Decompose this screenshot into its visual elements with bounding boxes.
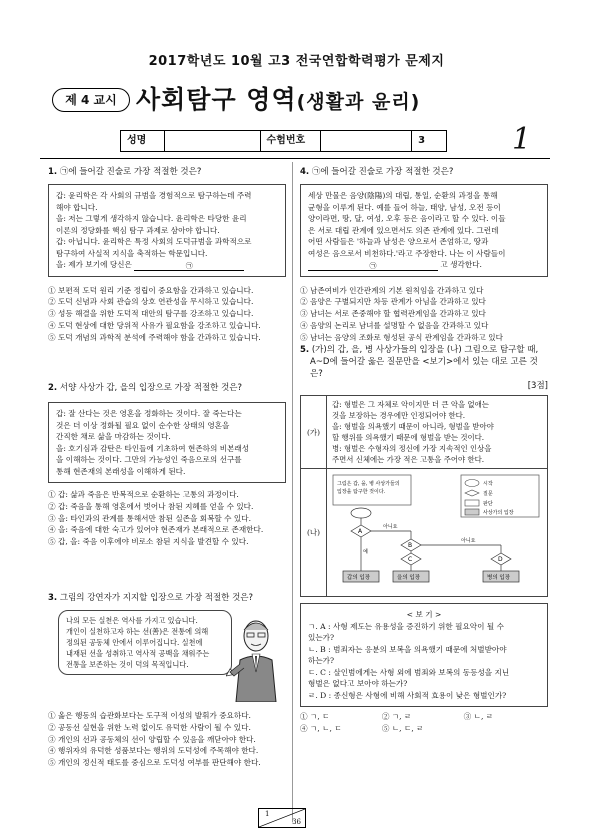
lecturer-illustration [226, 614, 284, 702]
node-d-label: D [498, 556, 503, 563]
page-counter [258, 808, 306, 828]
option[interactable]: ① 보편적 도덕 원리 기준 정립이 중요함을 간과하고 있습니다. [48, 285, 254, 295]
page-number: 1 [512, 122, 532, 157]
question-4 [300, 166, 548, 343]
option[interactable]: ② 음양은 구별되지만 차등 관계가 아님을 간과하고 있다 [300, 297, 486, 307]
legend-title-1: 그림은 갑, 을, 병 사상가들의 [337, 481, 400, 487]
option[interactable]: ② 공동선 실현을 위한 노력 없이도 유덕한 사람이 될 수 있다. [48, 722, 251, 732]
ga-label: (가) [301, 396, 327, 469]
subject-title [136, 80, 420, 116]
option[interactable]: ④ ㄱ, ㄴ, ㄷ [300, 723, 342, 733]
question-5 [300, 344, 548, 735]
question-2-text-box: 갑: 잘 산다는 것은 영혼을 정화하는 것이다. 잘 죽는다는 것은 더 이상 정화될 필요 없이 순수한 상태의 영혼을 간직한 채로 삶을 마감하는 것이다. 을: 호기심과 감탄은 타인들에 기초하여 현존하의 비본래성 을 이해하는 것이다. 그만의 가능성인 죽음으로의 선구를 통해 현존재의 본래성을 이해하게 된다. [48, 402, 286, 483]
flowchart [331, 473, 543, 589]
bogi-box: < 보 기 > ㄱ. A : 사형 제도는 유용성을 증진하기 위한 필요악이 될 수 있는가? ㄴ. B : 범죄자는 응분의 보복을 의욕했기 때문에 처벌받아야 하는가? ㄷ. C : 살인범에게는 사형 외에 범죄와 보복의 동등성을 지닌 형벌은 없다고 보아야 하는가? ㄹ. D : 종신형은 사형에 비해 사회적 효용이 낮은 형벌인가? [300, 603, 548, 707]
outcome-eul-label: 을의 입장 [397, 575, 421, 581]
option[interactable]: ① ㄱ, ㄷ [300, 712, 330, 721]
question-1-stem: 1. ㉠에 들어갈 진술로 가장 적절한 것은? [48, 167, 202, 177]
legend-title-2: 입장을 탐구한 것이다. [337, 489, 386, 495]
option[interactable]: ③ 성등 해결을 위한 도덕적 대안의 탐구를 강조하고 있습니다. [48, 309, 254, 319]
legend-position: 사상가의 입장 [483, 510, 514, 516]
option[interactable]: ④ 음양의 논리로 남녀를 설명할 수 없음을 간과하고 있다 [300, 320, 489, 330]
column-divider [292, 162, 293, 822]
option[interactable]: ② 도덕 신념과 사회 관습의 상호 연관성을 무시하고 있습니다. [48, 297, 254, 307]
question-5-points: [3점] [527, 381, 548, 391]
page-total: 36 [292, 818, 301, 826]
option[interactable]: ③ 개인의 선과 공동체의 선이 양립할 수 있음을 깨닫아야 한다. [48, 734, 256, 744]
subject-sub: (생활과 윤리) [296, 91, 421, 113]
legend-judgment: 판단 [483, 501, 493, 507]
outcome-gap-label: 갑의 입장 [347, 575, 371, 581]
option[interactable]: ④ 행위자의 유덕한 성품보다는 행위의 도덕성에 주목해야 한다. [48, 746, 259, 756]
edge-a-yes: 예 [363, 549, 368, 555]
question-4-stem: 4. ㉠에 들어갈 진술로 가장 적절한 것은? [300, 167, 454, 177]
answer-blank: ㉠ [134, 261, 244, 271]
exam-no-value: 3 [418, 135, 426, 146]
legend-start: 시작 [483, 481, 493, 487]
header-divider [40, 158, 550, 159]
na-content [327, 469, 548, 597]
question-5-stem-2: A~D에 들어갈 옳은 질문만을 <보기>에서 있는 대로 고른 것은? [310, 357, 538, 379]
option[interactable]: ④ 을: 죽음에 대한 숙고가 있어야 현존재가 본래적으로 존재한다. [48, 525, 264, 535]
option[interactable]: ① 옳은 행동의 습관화보다는 도구적 이성의 발휘가 중요하다. [48, 711, 251, 720]
option[interactable]: ② 갑: 죽음을 통해 영혼에서 벗어나 참된 지혜를 얻을 수 있다. [48, 501, 254, 511]
question-3-stem: 3. 그림의 강연자가 지지할 입장으로 가장 적절한 것은? [48, 593, 254, 603]
question-3-options [48, 710, 286, 769]
node-c-label: C [408, 556, 413, 563]
page-current: 1 [265, 810, 270, 818]
option[interactable]: ③ 을: 타인과의 관계를 통해서만 참된 실존을 회복할 수 있다. [48, 513, 252, 523]
question-4-text-box: 세상 만물은 음양(陰陽)의 대립, 통일, 순환의 과정을 통해 균형을 이루게 된다. 예를 들어 하늘, 태양, 남성, 오전 등이 양이라면, 땅, 달, 여성, 오후 등은 음이라고 할 수 있다. 이들 은 서로 대립 관계에 있으면서도 의존 관계에 있다. 그런데 어떤 사람들은 '하늘과 남성은 양으로서 존엄하고, 땅과 여성은 음으로서 비천하다.'라고 주장한다. 나는 이 사람들이 ㉠ 고 생각한다. [300, 184, 548, 277]
question-1 [48, 166, 286, 343]
flow-start [351, 508, 371, 518]
node-b-label: B [408, 542, 413, 549]
session-badge: 제 4 교시 [52, 88, 130, 112]
option[interactable]: ① 갑: 삶과 죽음은 반복적으로 순환하는 고통의 과정이다. [48, 490, 239, 499]
speech-bubble: 나의 모든 실천은 역사를 가지고 있습니다. 개인이 실천하고자 하는 선(善)은 전통에 의해 정의된 공동체 안에서 이루어집니다. 실천에 내재된 선을 성취하고 역사적 공백을 채워주는 전통을 보존하는 것이 덕의 목적입니다. [58, 610, 232, 675]
option[interactable]: ⑤ 개인의 정신적 태도를 중심으로 도덕성 여부를 판단해야 한다. [48, 758, 261, 768]
exam-title: 2017학년도 10월 고3 전국연합학력평가 문제지 [148, 54, 445, 69]
legend-question: 질문 [483, 491, 493, 497]
option[interactable]: ⑤ 남녀는 음양의 조화로 형성된 공식 관계임을 간과하고 있다 [300, 332, 503, 342]
ga-content: 갑: 형벌은 그 자체로 악이지만 더 큰 악을 없애는 것을 보장하는 경우에만 인정되어야 한다. 을: 형벌을 의욕했기 때문이 아니라, 형벌을 받아야 할 행위를 의욕했기 때문에 형벌을 받는 것이다. 병: 형벌은 수형자의 정신에 가장 지속적인 인상을 주면서 신체에는 가장 적은 고통을 주어야 한다. [327, 396, 548, 469]
question-3-figure [48, 610, 286, 706]
question-2 [48, 382, 286, 548]
edge-a-no: 아니요 [383, 524, 398, 530]
question-5-stem: 5. (가)의 갑, 을, 병 사상가들의 입장을 (나) 그림으로 탐구할 때, [300, 345, 539, 355]
option[interactable]: ⑤ 갑, 을: 죽음 이후에야 비로소 참된 지식을 발견할 수 있다. [48, 537, 249, 547]
name-field [165, 131, 260, 151]
option[interactable]: ⑤ ㄴ, ㄷ, ㄹ [381, 723, 424, 733]
question-2-stem: 2. 서양 사상가 갑, 을의 입장으로 가장 적절한 것은? [48, 383, 242, 393]
question-1-options [48, 285, 286, 344]
question-5-table [300, 395, 548, 597]
option[interactable]: ① 남존여비가 인간관계의 기본 원칙임을 간과하고 있다 [300, 285, 484, 295]
bogi-title: < 보 기 > [406, 610, 442, 619]
exam-no-label: 수험번호 [261, 131, 322, 151]
question-2-options [48, 489, 286, 548]
question-3 [48, 592, 286, 769]
student-id-bar [120, 130, 447, 152]
exam-no-field [321, 131, 412, 151]
name-label: 성명 [121, 131, 165, 151]
outcome-byeong-label: 병의 입장 [487, 575, 511, 581]
edge-b-no: 아니요 [461, 538, 476, 544]
option[interactable]: ② ㄱ, ㄹ [381, 712, 412, 721]
na-label: (나) [301, 469, 327, 597]
question-4-options [300, 285, 548, 344]
option[interactable]: ③ ㄴ, ㄹ [463, 712, 494, 721]
option[interactable]: ③ 남녀는 서로 존중해야 할 협력관계임을 간과하고 있다 [300, 309, 486, 319]
question-5-options [300, 711, 548, 735]
answer-blank: ㉠ [308, 261, 438, 271]
question-1-dialog-box: 갑: 윤리학은 각 사회의 규범을 경험적으로 탐구하는데 주력 해야 합니다. 을: 저는 그렇게 생각하지 않습니다. 윤리학은 타당한 윤리 이론의 정당화를 핵심 탐구 과제로 삼아야 합니다. 갑: 아닙니다. 윤리학은 특정 사회의 도덕규범을 과학적으로 탐구하여 사실적 지식을 축적하는 학문입니다. 을: 제가 보기에 당신은 ㉠ [48, 184, 286, 277]
option[interactable]: ⑤ 도덕 개념의 과학적 분석에 주력해야 함을 간과하고 있습니다. [48, 332, 261, 342]
subject-main: 사회탐구 영역 [136, 85, 297, 114]
node-a-label: A [358, 528, 363, 535]
option[interactable]: ④ 도덕 현상에 대한 당위적 사유가 필요함을 강조하고 있습니다. [48, 320, 261, 330]
